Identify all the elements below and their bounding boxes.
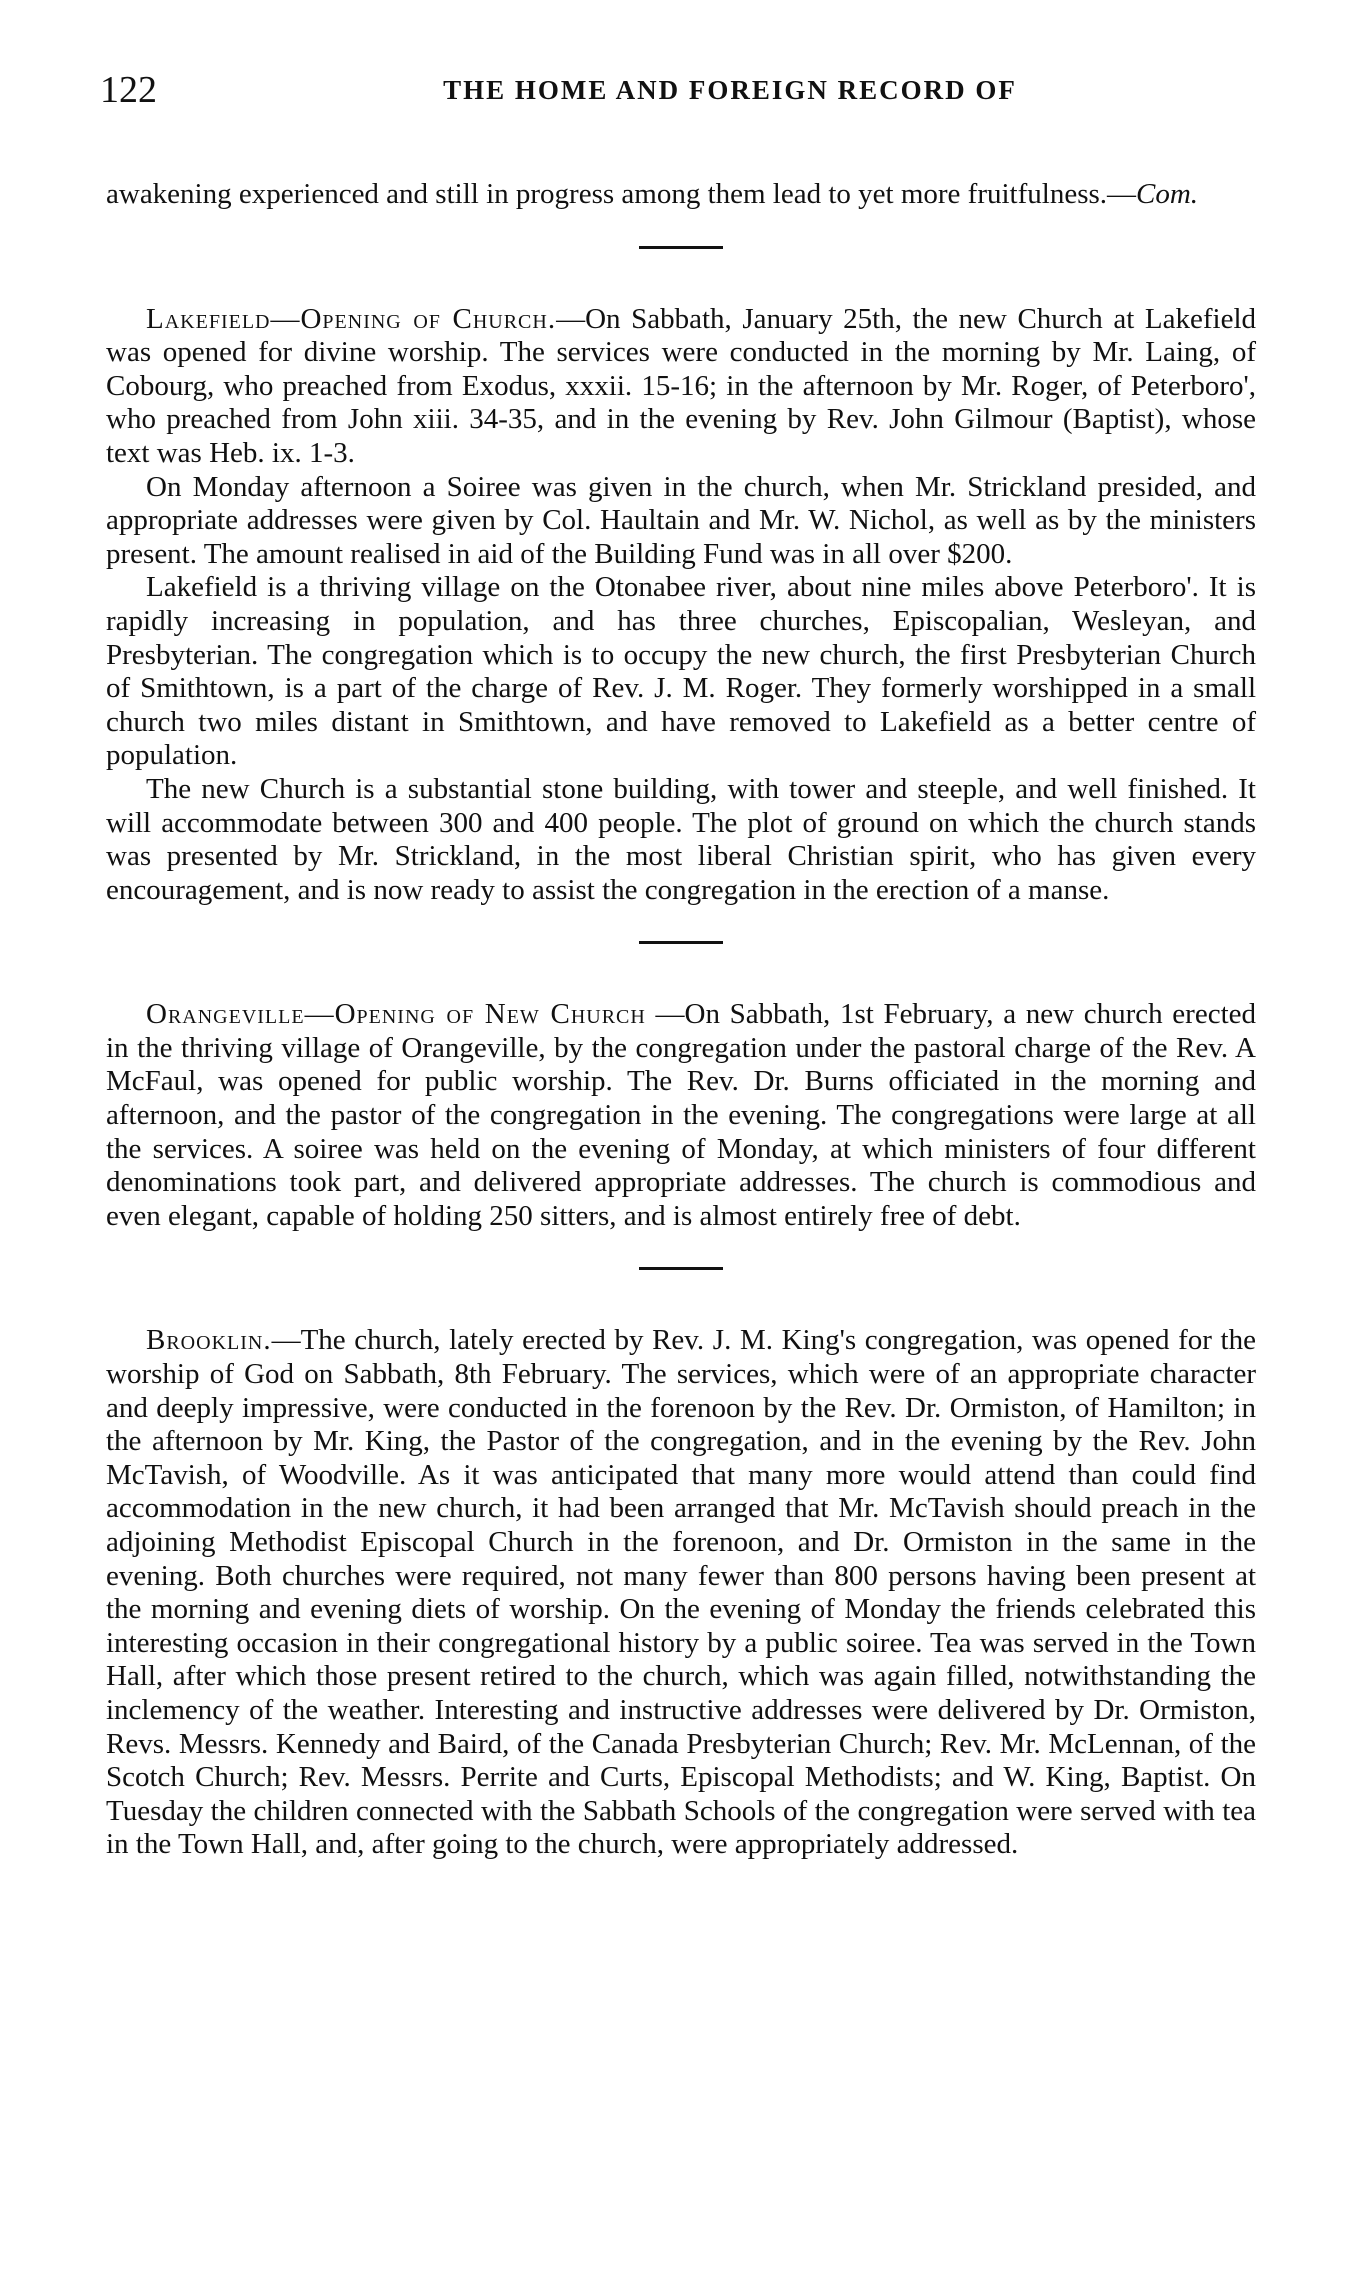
running-title: THE HOME AND FOREIGN RECORD OF <box>443 75 1017 105</box>
section-divider <box>639 1267 723 1270</box>
signature: Com. <box>1136 178 1199 210</box>
brooklin-paragraph <box>106 1324 1256 1862</box>
section-divider <box>639 246 723 249</box>
continuation-paragraph <box>106 178 1256 212</box>
orangeville-paragraph <box>106 998 1256 1233</box>
lakefield-paragraph-text: —On Sabbath, January 25th, the new Church at Lakefield was opened for divine worship. The services were conducted in the morning by Mr. Laing, of Cobourg, who preached from Exodus, xxxii. 15-16; in the afternoon by Mr. Roger, of Peterboro', who preached from John xiii. 34-35, and in the evening by Rev. John Gilmour (Baptist), whose text was Heb. ix. 1-3. <box>106 302 1257 469</box>
brooklin-heading: Brooklin. <box>146 1324 272 1357</box>
lakefield-paragraph: On Monday afternoon a Soiree was given in the church, when Mr. Strickland presided, and appropriate addresses were given by Col. Haultain and Mr. W. Nichol, as well as by the ministers present. The amount realised in aid of the Building Fund was in all over $200. <box>106 470 1256 570</box>
orangeville-paragraph-text: —On Sabbath, 1st February, a new church erected in the thriving village of Orangeville, by the congregation under the pastoral charge of the Rev. A McFaul, was opened for public worship. The Rev. Dr. Burns officiated in the morning and afternoon, and the pastor of the congregation in the evening. The congregations were large at all the services. A soiree was held on the evening of Monday, at which ministers of four different denominations took part, and delivered appropriate addresses. The church is commodious and even elegant, capable of holding 250 sitters, and is almost entirely free of debt. <box>106 998 1256 1232</box>
lakefield-article <box>106 303 1256 908</box>
page-number: 122 <box>100 69 157 111</box>
lakefield-paragraph <box>106 303 1256 471</box>
brooklin-article <box>106 1324 1256 1862</box>
lakefield-paragraph: The new Church is a substantial stone building, with tower and steeple, and well finished. It will accommodate between 300 and 400 people. The plot of ground on which the church stands was presented by Mr. Strickland, in the most liberal Christian spirit, who has given every encouragement, and is now ready to assist the congregation in the erection of a manse. <box>106 772 1256 906</box>
page-header <box>100 60 1260 120</box>
lakefield-paragraph: Lakefield is a thriving village on the Otonabee river, about nine miles above Peterboro'. It is rapidly increasing in population, and has three churches, Episcopalian, Wesleyan, and Presbyterian. The congregation which is to occupy the new church, the first Presbyterian Church of Smithtown, is a part of the charge of Rev. J. M. Roger. They formerly worshipped in a small church two miles distant in Smithtown, and have removed to Lakefield as a better centre of population. <box>106 571 1256 772</box>
orangeville-heading: Orangeville—Opening of New Church <box>146 998 646 1031</box>
brooklin-paragraph-text: —The church, lately erected by Rev. J. M. King's congregation, was opened for the worship of God on Sabbath, 8th February. The services, which were of an appropriate character and deeply impressive, were conducted in the forenoon by the Rev. Dr. Ormiston, of Hamilton; in the afternoon by Mr. King, the Pastor of the congregation, and in the evening by the Rev. John McTavish, of Woodville. As it was anticipated that many more would attend than could find accommodation in the new church, it had been arranged that Mr. McTavish should preach in the adjoining Methodist Episcopal Church in the forenoon, and Dr. Ormiston in the same in the evening. Both churches were required, not many fewer than 800 persons having been present at the morning and evening diets of worship. On the evening of Monday the friends celebrated this interesting occasion in their congregational history by a public soiree. Tea was served in the Town Hall, after which those present retired to the church, which was again filled, notwithstanding the inclemency of the weather. Interesting and instructive addresses were delivered by Dr. Ormiston, Revs. Messrs. Kennedy and Baird, of the Canada Presbyterian Church; Rev. Mr. McLennan, of the Scotch Church; Rev. Messrs. Perrite and Curts, Episcopal Methodists; and W. King, Baptist. On Tuesday the children connected with the Sabbath Schools of the congregation were served with tea in the Town Hall, and, after going to the church, were appropriately addressed. <box>106 1324 1256 1861</box>
continuation-text: awakening experienced and still in progress among them lead to yet more fruitfulness.— <box>106 178 1137 210</box>
lakefield-heading: Lakefield—Opening of Church. <box>146 302 557 335</box>
section-divider <box>639 941 723 944</box>
article-body <box>106 178 1256 1862</box>
orangeville-article <box>106 998 1256 1233</box>
